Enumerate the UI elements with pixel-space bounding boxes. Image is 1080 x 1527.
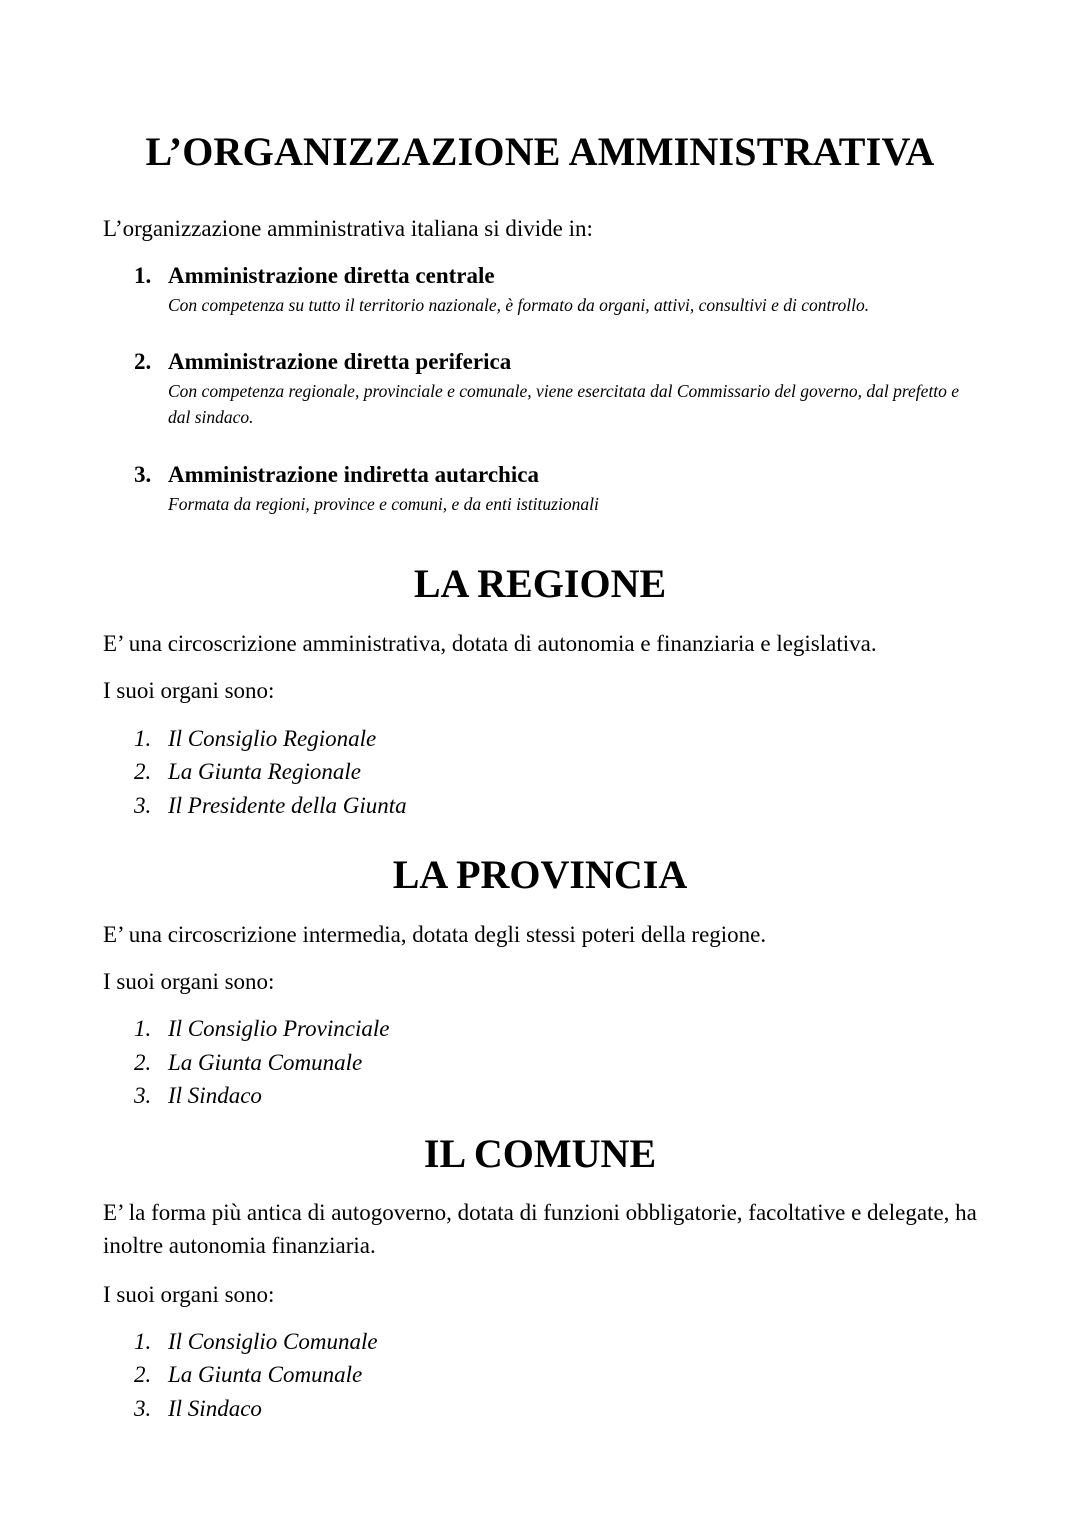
organ-number: 1. bbox=[134, 726, 152, 751]
organ-item bbox=[0, 1046, 1080, 1080]
organ-number: 3. bbox=[134, 1396, 152, 1421]
organ-number: 2. bbox=[134, 1050, 152, 1075]
intro-text: L’organizzazione amministrativa italiana si divide in: bbox=[103, 216, 593, 241]
organ-item bbox=[0, 1392, 1080, 1426]
organ-number: 2. bbox=[134, 759, 152, 784]
administration-description: Con competenza su tutto il territorio nazionale, è formato da organi, attivi, consultivi e di controllo. bbox=[168, 295, 870, 315]
organ-number: 3. bbox=[134, 1083, 152, 1108]
administration-description: Con competenza regionale, provinciale e comunale, viene esercitata dal Commissario del governo, dal prefetto e dal sindaco. bbox=[168, 381, 960, 427]
organ-item bbox=[0, 789, 1080, 823]
organ-number: 3. bbox=[134, 793, 152, 818]
administration-name: Amministrazione diretta periferica bbox=[168, 349, 512, 374]
organ-name: Il Consiglio Comunale bbox=[168, 1329, 378, 1354]
section-title-regione: LA REGIONE bbox=[413, 561, 667, 606]
organ-number: 1. bbox=[134, 1329, 152, 1354]
section-text-provincia: E’ una circoscrizione intermedia, dotata degli stessi poteri della regione. bbox=[103, 922, 767, 947]
organ-item bbox=[0, 722, 1080, 756]
organ-item bbox=[0, 1012, 1080, 1046]
organ-item bbox=[0, 1325, 1080, 1359]
organ-name: Il Presidente della Giunta bbox=[168, 793, 407, 818]
administration-name: Amministrazione diretta centrale bbox=[168, 263, 495, 288]
organ-name: Il Consiglio Provinciale bbox=[168, 1016, 390, 1041]
administration-number: 3. bbox=[134, 462, 152, 487]
organs-intro-comune: I suoi organi sono: bbox=[103, 1282, 275, 1307]
organ-name: Il Sindaco bbox=[168, 1396, 262, 1421]
organ-name: La Giunta Regionale bbox=[168, 759, 361, 784]
organs-intro-regione: I suoi organi sono: bbox=[103, 678, 275, 703]
organ-item bbox=[0, 1079, 1080, 1113]
section-title-comune: IL COMUNE bbox=[423, 1131, 657, 1176]
organ-number: 2. bbox=[134, 1362, 152, 1387]
section-title-provincia: LA PROVINCIA bbox=[392, 852, 688, 897]
organ-item bbox=[0, 755, 1080, 789]
section-text-regione: E’ una circoscrizione amministrativa, dotata di autonomia e finanziaria e legislativa. bbox=[103, 631, 877, 656]
organs-intro-provincia: I suoi organi sono: bbox=[103, 969, 275, 994]
administration-name: Amministrazione indiretta autarchica bbox=[168, 462, 539, 487]
page-title: L’ORGANIZZAZIONE AMMINISTRATIVA bbox=[145, 129, 935, 174]
organ-name: Il Sindaco bbox=[168, 1083, 262, 1108]
organ-name: La Giunta Comunale bbox=[168, 1050, 363, 1075]
organ-name: Il Consiglio Regionale bbox=[168, 726, 377, 751]
organ-item bbox=[0, 1358, 1080, 1392]
organ-number: 1. bbox=[134, 1016, 152, 1041]
organ-name: La Giunta Comunale bbox=[168, 1362, 363, 1387]
section-text-comune: E’ la forma più antica di autogoverno, dotata di funzioni obbligatorie, facoltative e delegate, ha inoltre autonomia finanziaria. bbox=[103, 1200, 977, 1258]
administration-number: 1. bbox=[134, 263, 152, 288]
administration-description: Formata da regioni, province e comuni, e da enti istituzionali bbox=[168, 494, 599, 514]
administration-number: 2. bbox=[134, 349, 152, 374]
